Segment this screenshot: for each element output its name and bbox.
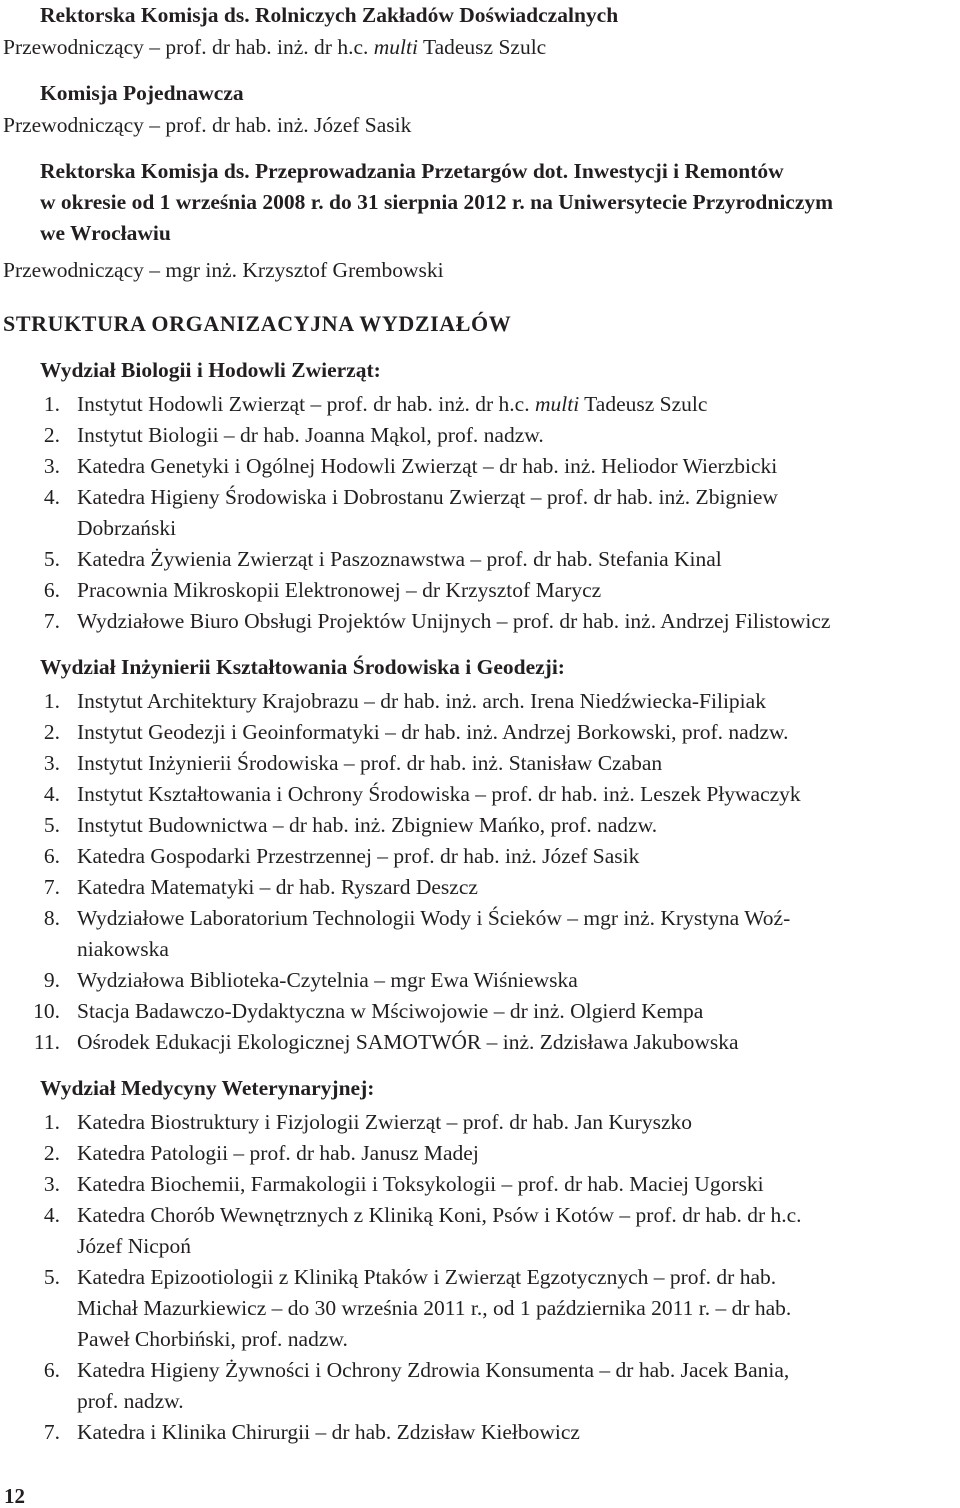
item-text: Paweł Chorbiński, prof. nadzw. [77, 1327, 348, 1351]
item-number: 6. [43, 844, 60, 868]
item-text: Katedra Biochemii, Farmakologii i Toksykologii – prof. dr hab. Maciej Ugorski [77, 1172, 764, 1196]
commission-title: Rektorska Komisja ds. Rolniczych Zakładów Doświadczalnych [40, 3, 619, 27]
commission-chair: Przewodniczący – mgr inż. Krzysztof Grembowski [3, 258, 444, 282]
item-text: Józef Nicpoń [77, 1234, 192, 1258]
item-number: 4. [43, 1203, 60, 1227]
item-number: 8. [43, 906, 60, 930]
item-number: 4. [43, 485, 60, 509]
item-number: 2. [43, 720, 60, 744]
item-number: 1. [43, 1110, 60, 1134]
item-number: 7. [43, 875, 60, 899]
item-number: 4. [43, 782, 60, 806]
commission-chair: Przewodniczący – prof. dr hab. inż. Józef Sasik [3, 113, 412, 137]
item-number: 5. [43, 813, 60, 837]
item-text: Katedra Higieny Środowiska i Dobrostanu Zwierząt – prof. dr hab. inż. Zbigniew [77, 485, 778, 509]
item-text: Instytut Hodowli Zwierząt – prof. dr hab. inż. dr h.c. multi Tadeusz Szulc [77, 392, 708, 416]
item-text: Katedra Patologii – prof. dr hab. Janusz Madej [77, 1141, 479, 1165]
item-number: 3. [43, 1172, 60, 1196]
item-number: 5. [43, 547, 60, 571]
page-number: 12 [4, 1484, 25, 1508]
item-number: 2. [43, 423, 60, 447]
faculty-title: Wydział Biologii i Hodowli Zwierząt: [40, 358, 381, 382]
item-text: Michał Mazurkiewicz – do 30 września 2011 r., od 1 października 2011 r. – dr hab. [77, 1296, 792, 1320]
commission-title: we Wrocławiu [40, 221, 171, 245]
item-number: 11. [33, 1030, 60, 1054]
faculty-title: Wydział Medycyny Weterynaryjnej: [40, 1076, 375, 1100]
item-text: Stacja Badawczo-Dydaktyczna w Mściwojowie – dr inż. Olgierd Kempa [77, 999, 704, 1023]
item-number: 6. [43, 578, 60, 602]
section-title: STRUKTURA ORGANIZACYJNA WYDZIAŁÓW [3, 311, 512, 336]
item-text: Ośrodek Edukacji Ekologicznej SAMOTWÓR – inż. Zdzisława Jakubowska [77, 1030, 739, 1054]
item-number: 2. [43, 1141, 60, 1165]
item-text: Katedra Żywienia Zwierząt i Paszoznawstwa – prof. dr hab. Stefania Kinal [77, 547, 722, 571]
item-text: Instytut Geodezji i Geoinformatyki – dr hab. inż. Andrzej Borkowski, prof. nadzw. [77, 720, 789, 744]
item-text: Katedra Biostruktury i Fizjologii Zwierząt – prof. dr hab. Jan Kuryszko [77, 1110, 692, 1134]
item-text: Katedra Higieny Żywności i Ochrony Zdrowia Konsumenta – dr hab. Jacek Bania, [77, 1358, 790, 1382]
item-number: 1. [43, 392, 60, 416]
item-number: 7. [43, 1420, 60, 1444]
item-text: Katedra i Klinika Chirurgii – dr hab. Zdzisław Kiełbowicz [77, 1420, 580, 1444]
item-text: Instytut Biologii – dr hab. Joanna Mąkol, prof. nadzw. [77, 423, 544, 447]
item-text: Instytut Budownictwa – dr hab. inż. Zbigniew Mańko, prof. nadzw. [77, 813, 658, 837]
item-number: 9. [43, 968, 60, 992]
faculty-title: Wydział Inżynierii Kształtowania Środowiska i Geodezji: [40, 655, 565, 679]
commission-title: Rektorska Komisja ds. Przeprowadzania Przetargów dot. Inwestycji i Remontów [40, 159, 784, 183]
item-text: Wydziałowe Biuro Obsługi Projektów Unijnych – prof. dr hab. inż. Andrzej Filistowicz [77, 609, 831, 633]
item-text: Katedra Matematyki – dr hab. Ryszard Deszcz [77, 875, 478, 899]
item-text: Pracownia Mikroskopii Elektronowej – dr Krzysztof Marycz [77, 578, 602, 602]
item-number: 1. [43, 689, 60, 713]
item-text: Wydziałowa Biblioteka-Czytelnia – mgr Ewa Wiśniewska [77, 968, 578, 992]
item-number: 10. [33, 999, 60, 1023]
item-text: Katedra Gospodarki Przestrzennej – prof. dr hab. inż. Józef Sasik [77, 844, 640, 868]
commission-chair: Przewodniczący – prof. dr hab. inż. dr h.c. multi Tadeusz Szulc [3, 35, 547, 59]
item-text: Wydziałowe Laboratorium Technologii Wody i Ścieków – mgr inż. Krystyna Woź- [77, 906, 791, 930]
item-number: 3. [43, 751, 60, 775]
item-text: Dobrzański [77, 516, 177, 540]
item-text: Katedra Epizootiologii z Kliniką Ptaków i Zwierząt Egzotycznych – prof. dr hab. [77, 1265, 777, 1289]
commission-title: w okresie od 1 września 2008 r. do 31 sierpnia 2012 r. na Uniwersytecie Przyrodniczym [40, 190, 834, 214]
item-text: Katedra Chorób Wewnętrznych z Kliniką Koni, Psów i Kotów – prof. dr hab. dr h.c. [77, 1203, 802, 1227]
item-text: niakowska [77, 937, 169, 961]
item-text: Instytut Inżynierii Środowiska – prof. dr hab. inż. Stanisław Czaban [77, 751, 663, 775]
item-text: Instytut Architektury Krajobrazu – dr hab. inż. arch. Irena Niedźwiecka-Filipiak [77, 689, 766, 713]
item-text: Instytut Kształtowania i Ochrony Środowiska – prof. dr hab. inż. Leszek Pływaczyk [77, 782, 801, 806]
item-text: Katedra Genetyki i Ogólnej Hodowli Zwierząt – dr hab. inż. Heliodor Wierzbicki [77, 454, 778, 478]
item-text: prof. nadzw. [77, 1389, 184, 1413]
item-number: 6. [43, 1358, 60, 1382]
item-number: 5. [43, 1265, 60, 1289]
commission-title: Komisja Pojednawcza [40, 81, 244, 105]
item-number: 7. [43, 609, 60, 633]
item-number: 3. [43, 454, 60, 478]
